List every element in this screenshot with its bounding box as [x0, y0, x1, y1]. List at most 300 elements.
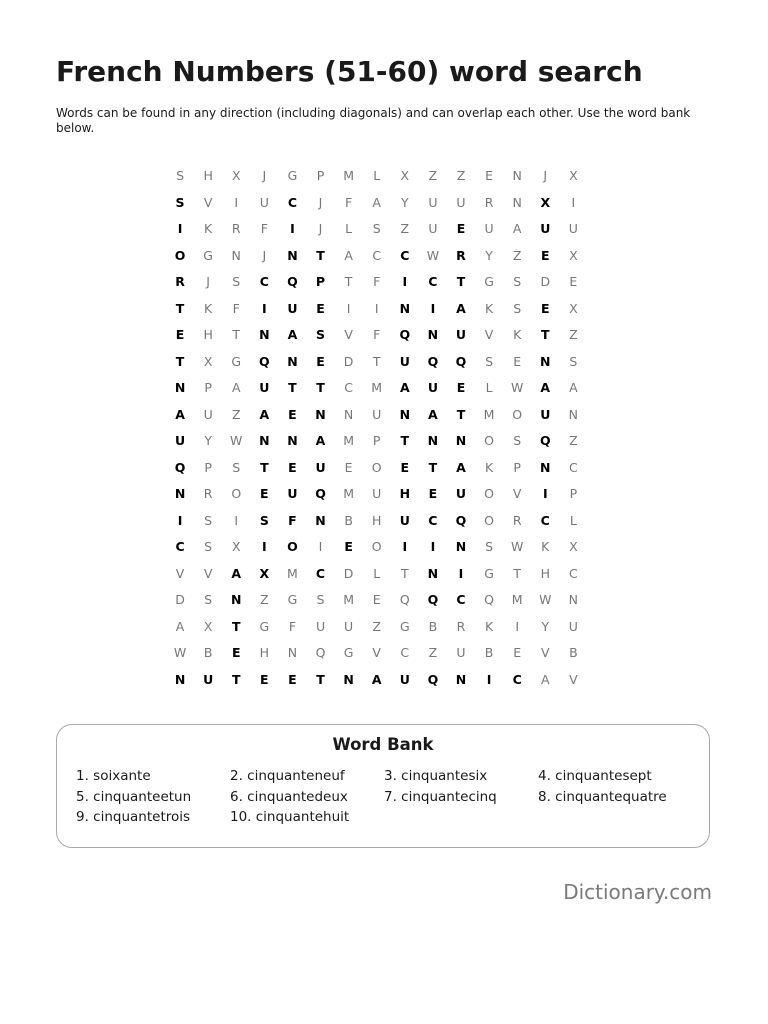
grid-cell: Z	[512, 247, 522, 263]
grid-cell: B	[203, 645, 213, 660]
grid-cell: Y	[485, 247, 493, 263]
grid-cell: C	[287, 194, 298, 210]
grid-cell: D	[343, 353, 354, 369]
grid-row	[166, 402, 587, 429]
word-bank	[56, 724, 710, 848]
grid-cell: M	[511, 592, 523, 607]
grid-cell: E	[485, 168, 494, 183]
grid-cell: R	[484, 194, 494, 210]
grid-cell: F	[260, 221, 268, 236]
grid-cell: A	[231, 380, 241, 395]
grid-cell: H	[540, 565, 550, 581]
grid-cell: A	[175, 406, 185, 422]
grid-cell: N	[174, 671, 186, 687]
grid-cell: I	[458, 565, 464, 581]
grid-cell: N	[231, 592, 242, 607]
grid-cell: T	[231, 671, 241, 687]
grid-cell: S	[485, 539, 494, 554]
grid-cell: J	[318, 194, 323, 210]
grid-cell: Z	[372, 618, 381, 634]
grid-cell: Z	[428, 645, 438, 660]
grid-cell: E	[513, 645, 522, 660]
grid-cell: C	[344, 380, 353, 395]
grid-cell: Y	[541, 618, 550, 634]
grid-cell: Q	[399, 592, 410, 607]
grid-cell: G	[231, 353, 242, 369]
grid-cell: A	[287, 327, 298, 342]
grid-cell: N	[540, 353, 551, 369]
grid-cell: E	[316, 300, 325, 316]
grid-cell: C	[175, 539, 185, 554]
grid-cell: T	[513, 565, 521, 581]
grid-cell: R	[456, 618, 466, 634]
grid-cell: N	[259, 327, 270, 342]
grid-cell: I	[262, 300, 267, 316]
grid-cell: E	[316, 353, 325, 369]
grid-cell: Z	[428, 168, 438, 183]
grid-cell: U	[428, 194, 438, 210]
grid-cell: S	[485, 353, 494, 369]
grid-cell: A	[231, 565, 242, 581]
grid-cell: U	[315, 618, 326, 634]
grid-cell: E	[231, 645, 241, 660]
grid-cell: D	[343, 565, 354, 581]
grid-cell: T	[316, 247, 325, 263]
grid-cell: S	[316, 327, 326, 342]
grid-cell: P	[569, 486, 578, 501]
grid-cell: U	[568, 221, 578, 236]
grid-cell: Q	[455, 512, 467, 528]
word-bank-item: 2. cinquanteneuf	[230, 768, 345, 784]
grid-cell: U	[372, 406, 382, 422]
grid-cell: S	[204, 539, 213, 554]
grid-cell: I	[571, 194, 576, 210]
grid-cell: H	[203, 327, 213, 342]
grid-cell: U	[399, 671, 410, 687]
grid-cell: T	[372, 353, 381, 369]
grid-cell: U	[427, 380, 438, 395]
grid-cell: G	[287, 592, 298, 607]
grid-cell: S	[176, 168, 185, 183]
grid-cell: K	[204, 221, 213, 236]
grid-cell: X	[231, 539, 241, 554]
grid-cell: Q	[259, 353, 270, 369]
grid-cell: U	[315, 459, 326, 475]
grid-cell: V	[203, 194, 213, 210]
grid-cell: B	[344, 512, 353, 528]
grid-cell: E	[175, 327, 185, 342]
grid-cell: V	[344, 327, 353, 342]
grid-cell: O	[484, 486, 494, 501]
grid-cell: X	[259, 565, 270, 581]
grid-cell: C	[456, 592, 466, 607]
grid-cell: A	[344, 247, 353, 263]
grid-cell: Q	[427, 671, 439, 687]
grid-cell: K	[484, 459, 494, 475]
grid-cell: M	[371, 380, 383, 395]
grid-cell: A	[428, 406, 438, 422]
grid-cell: Y	[400, 194, 409, 210]
grid-cell: O	[484, 433, 494, 448]
grid-cell: U	[372, 486, 382, 501]
grid-cell: U	[456, 645, 466, 660]
grid-cell: K	[541, 539, 550, 554]
grid-cell: W	[426, 247, 440, 263]
grid-cell: U	[484, 221, 494, 236]
instructions: Words can be found in any direction (including diagonals) and can overlap each other. Use the word bank below.	[56, 106, 691, 135]
grid-cell: M	[483, 406, 495, 422]
grid-cell: S	[232, 274, 241, 289]
grid-cell: A	[512, 221, 522, 236]
grid-cell: Q	[287, 274, 298, 289]
grid-cell: N	[540, 459, 551, 475]
grid-cell: N	[287, 433, 298, 448]
grid-cell: S	[513, 433, 522, 448]
grid-cell: W	[510, 539, 524, 554]
grid-cell: C	[315, 565, 326, 581]
grid-cell: V	[484, 327, 494, 342]
grid-cell: U	[287, 486, 298, 501]
grid-cell: W	[230, 433, 243, 448]
grid-cell: T	[456, 274, 466, 289]
grid-cell: C	[512, 671, 522, 687]
grid-cell: B	[569, 645, 578, 660]
grid-cell: R	[175, 274, 185, 289]
grid-cell: P	[315, 274, 326, 289]
grid-cell: E	[288, 406, 297, 422]
grid-cell: T	[456, 406, 466, 422]
grid-cell: I	[486, 671, 492, 687]
grid-cell: X	[400, 168, 410, 183]
grid-cell: P	[372, 433, 381, 448]
grid-row	[166, 428, 587, 455]
grid-cell: M	[343, 433, 354, 448]
word-bank-item: 8. cinquantequatre	[538, 788, 667, 805]
grid-cell: R	[203, 486, 213, 501]
grid-cell: T	[400, 433, 410, 448]
grid-cell: E	[456, 221, 466, 236]
grid-cell: I	[374, 300, 379, 316]
grid-cell: M	[343, 592, 354, 607]
grid-cell: G	[484, 274, 494, 289]
grid-cell: I	[262, 539, 267, 554]
grid-cell: A	[569, 380, 578, 395]
grid-cell: U	[174, 433, 186, 448]
grid-cell: T	[175, 300, 185, 316]
grid-cell: A	[175, 618, 185, 634]
grid-cell: L	[485, 380, 493, 395]
grid-cell: S	[204, 512, 213, 528]
grid-cell: N	[568, 406, 579, 422]
word-bank-item: 7. cinquantecinq	[384, 788, 497, 805]
grid-cell: R	[512, 512, 522, 528]
grid-row	[166, 587, 587, 614]
grid-cell: C	[372, 247, 382, 263]
grid-cell: T	[400, 565, 409, 581]
grid-cell: A	[540, 380, 551, 395]
grid-cell: S	[513, 274, 522, 289]
grid-cell: E	[372, 592, 381, 607]
grid-cell: Q	[315, 645, 326, 660]
grid-cell: U	[428, 221, 438, 236]
grid-cell: G	[259, 618, 270, 634]
grid-row	[166, 508, 587, 535]
grid-cell: F	[373, 327, 381, 342]
grid-row	[166, 322, 587, 349]
word-bank-item: 10. cinquantehuit	[230, 809, 350, 825]
grid-cell: T	[260, 459, 269, 475]
grid-cell: I	[177, 512, 183, 528]
grid-cell: R	[456, 247, 466, 263]
grid-cell: U	[456, 194, 466, 210]
grid-cell: E	[569, 274, 578, 289]
grid-row	[166, 455, 587, 482]
grid-cell: N	[512, 194, 522, 210]
grid-cell: C	[259, 274, 269, 289]
word-bank-item: 6. cinquantedeux	[230, 788, 348, 805]
grid-row	[166, 481, 587, 508]
grid-row	[166, 667, 587, 694]
grid-cell: O	[287, 539, 298, 554]
grid-cell: D	[175, 592, 185, 607]
grid-cell: N	[512, 168, 522, 183]
grid-cell: J	[262, 168, 267, 183]
grid-cell: V	[203, 565, 213, 581]
grid-cell: A	[456, 300, 466, 316]
grid-cell: N	[427, 327, 439, 342]
page-title: French Numbers (51-60) word search	[56, 55, 643, 88]
grid-cell: O	[371, 459, 382, 475]
grid-cell: W	[539, 592, 552, 607]
grid-cell: U	[540, 406, 551, 422]
grid-cell: N	[174, 486, 186, 501]
grid-row	[166, 534, 587, 561]
grid-cell: P	[204, 459, 212, 475]
grid-cell: T	[316, 671, 325, 687]
grid-cell: E	[540, 300, 550, 316]
grid-cell: H	[259, 645, 270, 660]
grid-cell: U	[287, 300, 298, 316]
grid-cell: N	[427, 433, 439, 448]
grid-cell: Z	[260, 592, 269, 607]
grid-row	[166, 216, 587, 243]
grid-cell: E	[513, 353, 522, 369]
grid-cell: V	[569, 671, 578, 687]
grid-cell: O	[484, 512, 494, 528]
grid-cell: H	[399, 486, 411, 501]
grid-cell: I	[177, 221, 183, 236]
grid-cell: I	[515, 618, 520, 634]
grid-cell: D	[540, 274, 551, 289]
grid-cell: J	[262, 247, 267, 263]
grid-row	[166, 614, 587, 641]
grid-cell: I	[542, 486, 548, 501]
grid-cell: Z	[231, 406, 241, 422]
grid-cell: J	[543, 168, 548, 183]
grid-cell: G	[484, 565, 494, 581]
grid-cell: A	[372, 194, 381, 210]
grid-cell: C	[428, 512, 438, 528]
grid-cell: G	[343, 645, 354, 660]
grid-cell: K	[204, 300, 213, 316]
grid-cell: E	[428, 486, 438, 501]
grid-cell: H	[372, 512, 382, 528]
grid-row	[166, 269, 587, 296]
grid-cell: J	[206, 274, 210, 289]
grid-cell: F	[345, 194, 353, 210]
grid-cell: G	[287, 168, 298, 183]
grid-cell: Q	[455, 353, 467, 369]
word-bank-item: 1. soixante	[76, 768, 151, 784]
grid-cell: C	[540, 512, 550, 528]
grid-cell: T	[541, 327, 550, 342]
word-bank-list	[76, 767, 698, 828]
grid-cell: C	[428, 274, 438, 289]
grid-cell: X	[569, 247, 578, 263]
grid-cell: H	[203, 168, 213, 183]
grid-cell: U	[455, 486, 467, 501]
grid-cell: A	[456, 459, 466, 475]
grid-cell: M	[343, 486, 354, 501]
grid-row	[166, 190, 587, 217]
grid-cell: L	[373, 565, 381, 581]
grid-row	[166, 640, 587, 667]
grid-cell: P	[204, 380, 212, 395]
grid-cell: I	[402, 274, 408, 289]
grid-cell: M	[287, 565, 298, 581]
grid-cell: I	[346, 300, 351, 316]
grid-cell: U	[344, 618, 354, 634]
grid-cell: I	[430, 300, 436, 316]
grid-cell: Y	[204, 433, 212, 448]
grid-cell: L	[345, 221, 353, 236]
grid-cell: Q	[427, 592, 439, 607]
grid-cell: F	[288, 512, 297, 528]
grid-cell: W	[510, 380, 524, 395]
grid-cell: C	[400, 645, 410, 660]
grid-cell: O	[371, 539, 382, 554]
grid-cell: U	[259, 194, 269, 210]
grid-cell: C	[568, 459, 578, 475]
grid-cell: U	[203, 671, 214, 687]
grid-cell: F	[373, 274, 381, 289]
grid-cell: G	[399, 618, 410, 634]
grid-cell: N	[343, 671, 354, 687]
grid-row	[166, 375, 587, 402]
grid-cell: I	[234, 512, 239, 528]
grid-cell: E	[260, 671, 269, 687]
grid-cell: Q	[484, 592, 494, 607]
grid-cell: S	[204, 592, 213, 607]
grid-cell: U	[540, 221, 551, 236]
grid-cell: T	[428, 459, 438, 475]
grid-cell: V	[540, 645, 550, 660]
grid-cell: U	[399, 353, 410, 369]
grid-cell: U	[455, 327, 467, 342]
grid-cell: E	[400, 459, 410, 475]
grid-cell: M	[343, 168, 354, 183]
grid-cell: A	[399, 380, 410, 395]
grid-cell: Z	[569, 433, 578, 448]
grid-cell: N	[315, 512, 326, 528]
grid-cell: Z	[569, 327, 578, 342]
grid-cell: T	[232, 327, 241, 342]
grid-cell: S	[569, 353, 578, 369]
word-bank-title: Word Bank	[332, 735, 434, 754]
grid-cell: E	[456, 380, 466, 395]
grid-cell: N	[399, 406, 411, 422]
grid-row	[166, 243, 587, 270]
grid-cell: V	[372, 645, 381, 660]
grid-cell: U	[203, 406, 213, 422]
grid-cell: E	[288, 671, 297, 687]
grid-cell: F	[288, 618, 297, 634]
grid-cell: W	[173, 645, 187, 660]
grid-cell: E	[344, 539, 353, 554]
grid-cell: U	[259, 380, 270, 395]
grid-cell: V	[512, 486, 522, 501]
grid-cell: S	[316, 592, 325, 607]
grid-cell: N	[455, 539, 467, 554]
grid-cell: L	[373, 168, 381, 183]
grid-row	[166, 561, 587, 588]
grid-cell: T	[316, 380, 325, 395]
grid-cell: S	[232, 459, 241, 475]
grid-cell: J	[318, 221, 323, 236]
grid-cell: T	[175, 353, 185, 369]
grid-cell: K	[484, 618, 494, 634]
grid-cell: U	[568, 618, 578, 634]
grid-cell: N	[231, 247, 241, 263]
grid-cell: N	[287, 247, 298, 263]
grid-cell: T	[288, 380, 297, 395]
grid-cell: I	[234, 194, 239, 210]
brand-logo-text: Dictionary.com	[563, 880, 712, 904]
grid-cell: U	[399, 512, 410, 528]
grid-cell: A	[315, 433, 326, 448]
grid-cell: A	[371, 671, 382, 687]
grid-cell: N	[315, 406, 326, 422]
grid-cell: O	[174, 247, 186, 263]
grid-cell: V	[175, 565, 185, 581]
grid-cell: F	[232, 300, 240, 316]
grid-cell: X	[203, 353, 213, 369]
grid-cell: I	[430, 539, 436, 554]
grid-cell: R	[231, 221, 241, 236]
grid-cell: Q	[427, 353, 439, 369]
grid-cell: N	[287, 645, 298, 660]
grid-cell: B	[484, 645, 494, 660]
grid-cell: E	[260, 486, 269, 501]
grid-cell: N	[259, 433, 270, 448]
grid-cell: O	[512, 406, 523, 422]
letter-grid	[166, 163, 587, 693]
grid-cell: X	[540, 194, 551, 210]
grid-cell: N	[343, 406, 354, 422]
grid-cell: N	[399, 300, 411, 316]
grid-cell: Z	[456, 168, 466, 183]
grid-cell: Q	[539, 433, 551, 448]
grid-cell: S	[513, 300, 522, 316]
grid-cell: N	[427, 565, 439, 581]
grid-cell: X	[569, 300, 578, 316]
grid-row	[166, 163, 587, 190]
grid-cell: C	[568, 565, 578, 581]
grid-cell: X	[203, 618, 213, 634]
grid-cell: K	[484, 300, 494, 316]
grid-cell: N	[287, 353, 298, 369]
grid-cell: N	[568, 592, 579, 607]
